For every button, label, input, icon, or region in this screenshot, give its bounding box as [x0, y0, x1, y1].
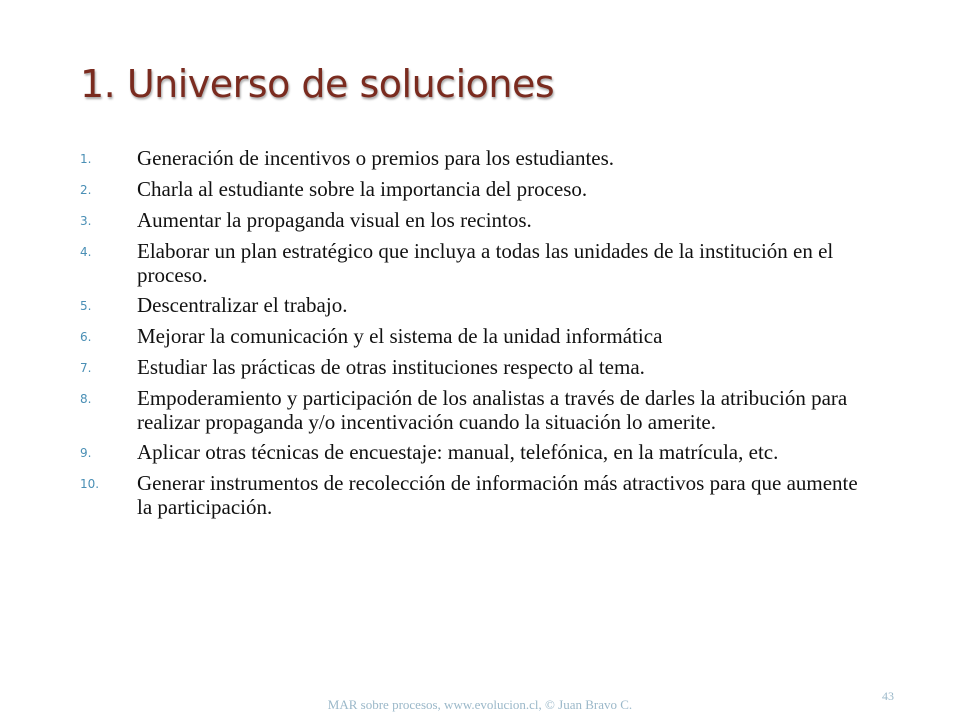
list-item-text: Mejorar la comunicación y el sistema de la unidad informática: [137, 324, 663, 348]
list-item-number: 4.: [80, 245, 92, 259]
list-item-text: Generar instrumentos de recolección de información más atractivos para que aumente la participación.: [137, 471, 858, 519]
list-item-number: 1.: [80, 152, 92, 166]
list-item-number: 7.: [80, 361, 92, 375]
list-item-text: Charla al estudiante sobre la importancia del proceso.: [137, 177, 588, 201]
list-item-number: 9.: [80, 446, 92, 460]
list-item-number: 2.: [80, 183, 92, 197]
slide-title: 1. Universo de soluciones: [80, 62, 555, 106]
list-item: [80, 146, 860, 171]
list-item-text: Descentralizar el trabajo.: [137, 293, 348, 317]
list-item: [80, 386, 860, 434]
list-item-text: Aumentar la propaganda visual en los recintos.: [137, 208, 532, 232]
list-item-text: Aplicar otras técnicas de encuestaje: manual, telefónica, en la matrícula, etc.: [137, 440, 779, 464]
list-item-text: Empoderamiento y participación de los analistas a través de darles la atribución para realizar propaganda y/o incentivación cuando la situación lo amerite.: [137, 386, 848, 434]
list-item-text: Generación de incentivos o premios para los estudiantes.: [137, 146, 615, 170]
list-item-text: Estudiar las prácticas de otras instituciones respecto al tema.: [137, 355, 645, 379]
slide-footer: MAR sobre procesos, www.evolucion.cl, © Juan Bravo C.: [327, 697, 633, 712]
list-item-number: 6.: [80, 330, 92, 344]
list-item: [80, 324, 860, 349]
list-item: [80, 293, 860, 318]
list-item-text: Elaborar un plan estratégico que incluya a todas las unidades de la institución en el proceso.: [137, 239, 834, 287]
page-number: 43: [882, 689, 894, 703]
list-item-number: 5.: [80, 299, 92, 313]
solutions-list: [80, 146, 860, 525]
list-item: [80, 355, 860, 380]
list-item: [80, 239, 860, 287]
list-item: [80, 471, 860, 519]
list-item: [80, 177, 860, 202]
list-item: [80, 208, 860, 233]
list-item-number: 8.: [80, 392, 92, 406]
list-item-number: 10.: [80, 477, 100, 491]
list-item: [80, 440, 860, 465]
list-item-number: 3.: [80, 214, 92, 228]
